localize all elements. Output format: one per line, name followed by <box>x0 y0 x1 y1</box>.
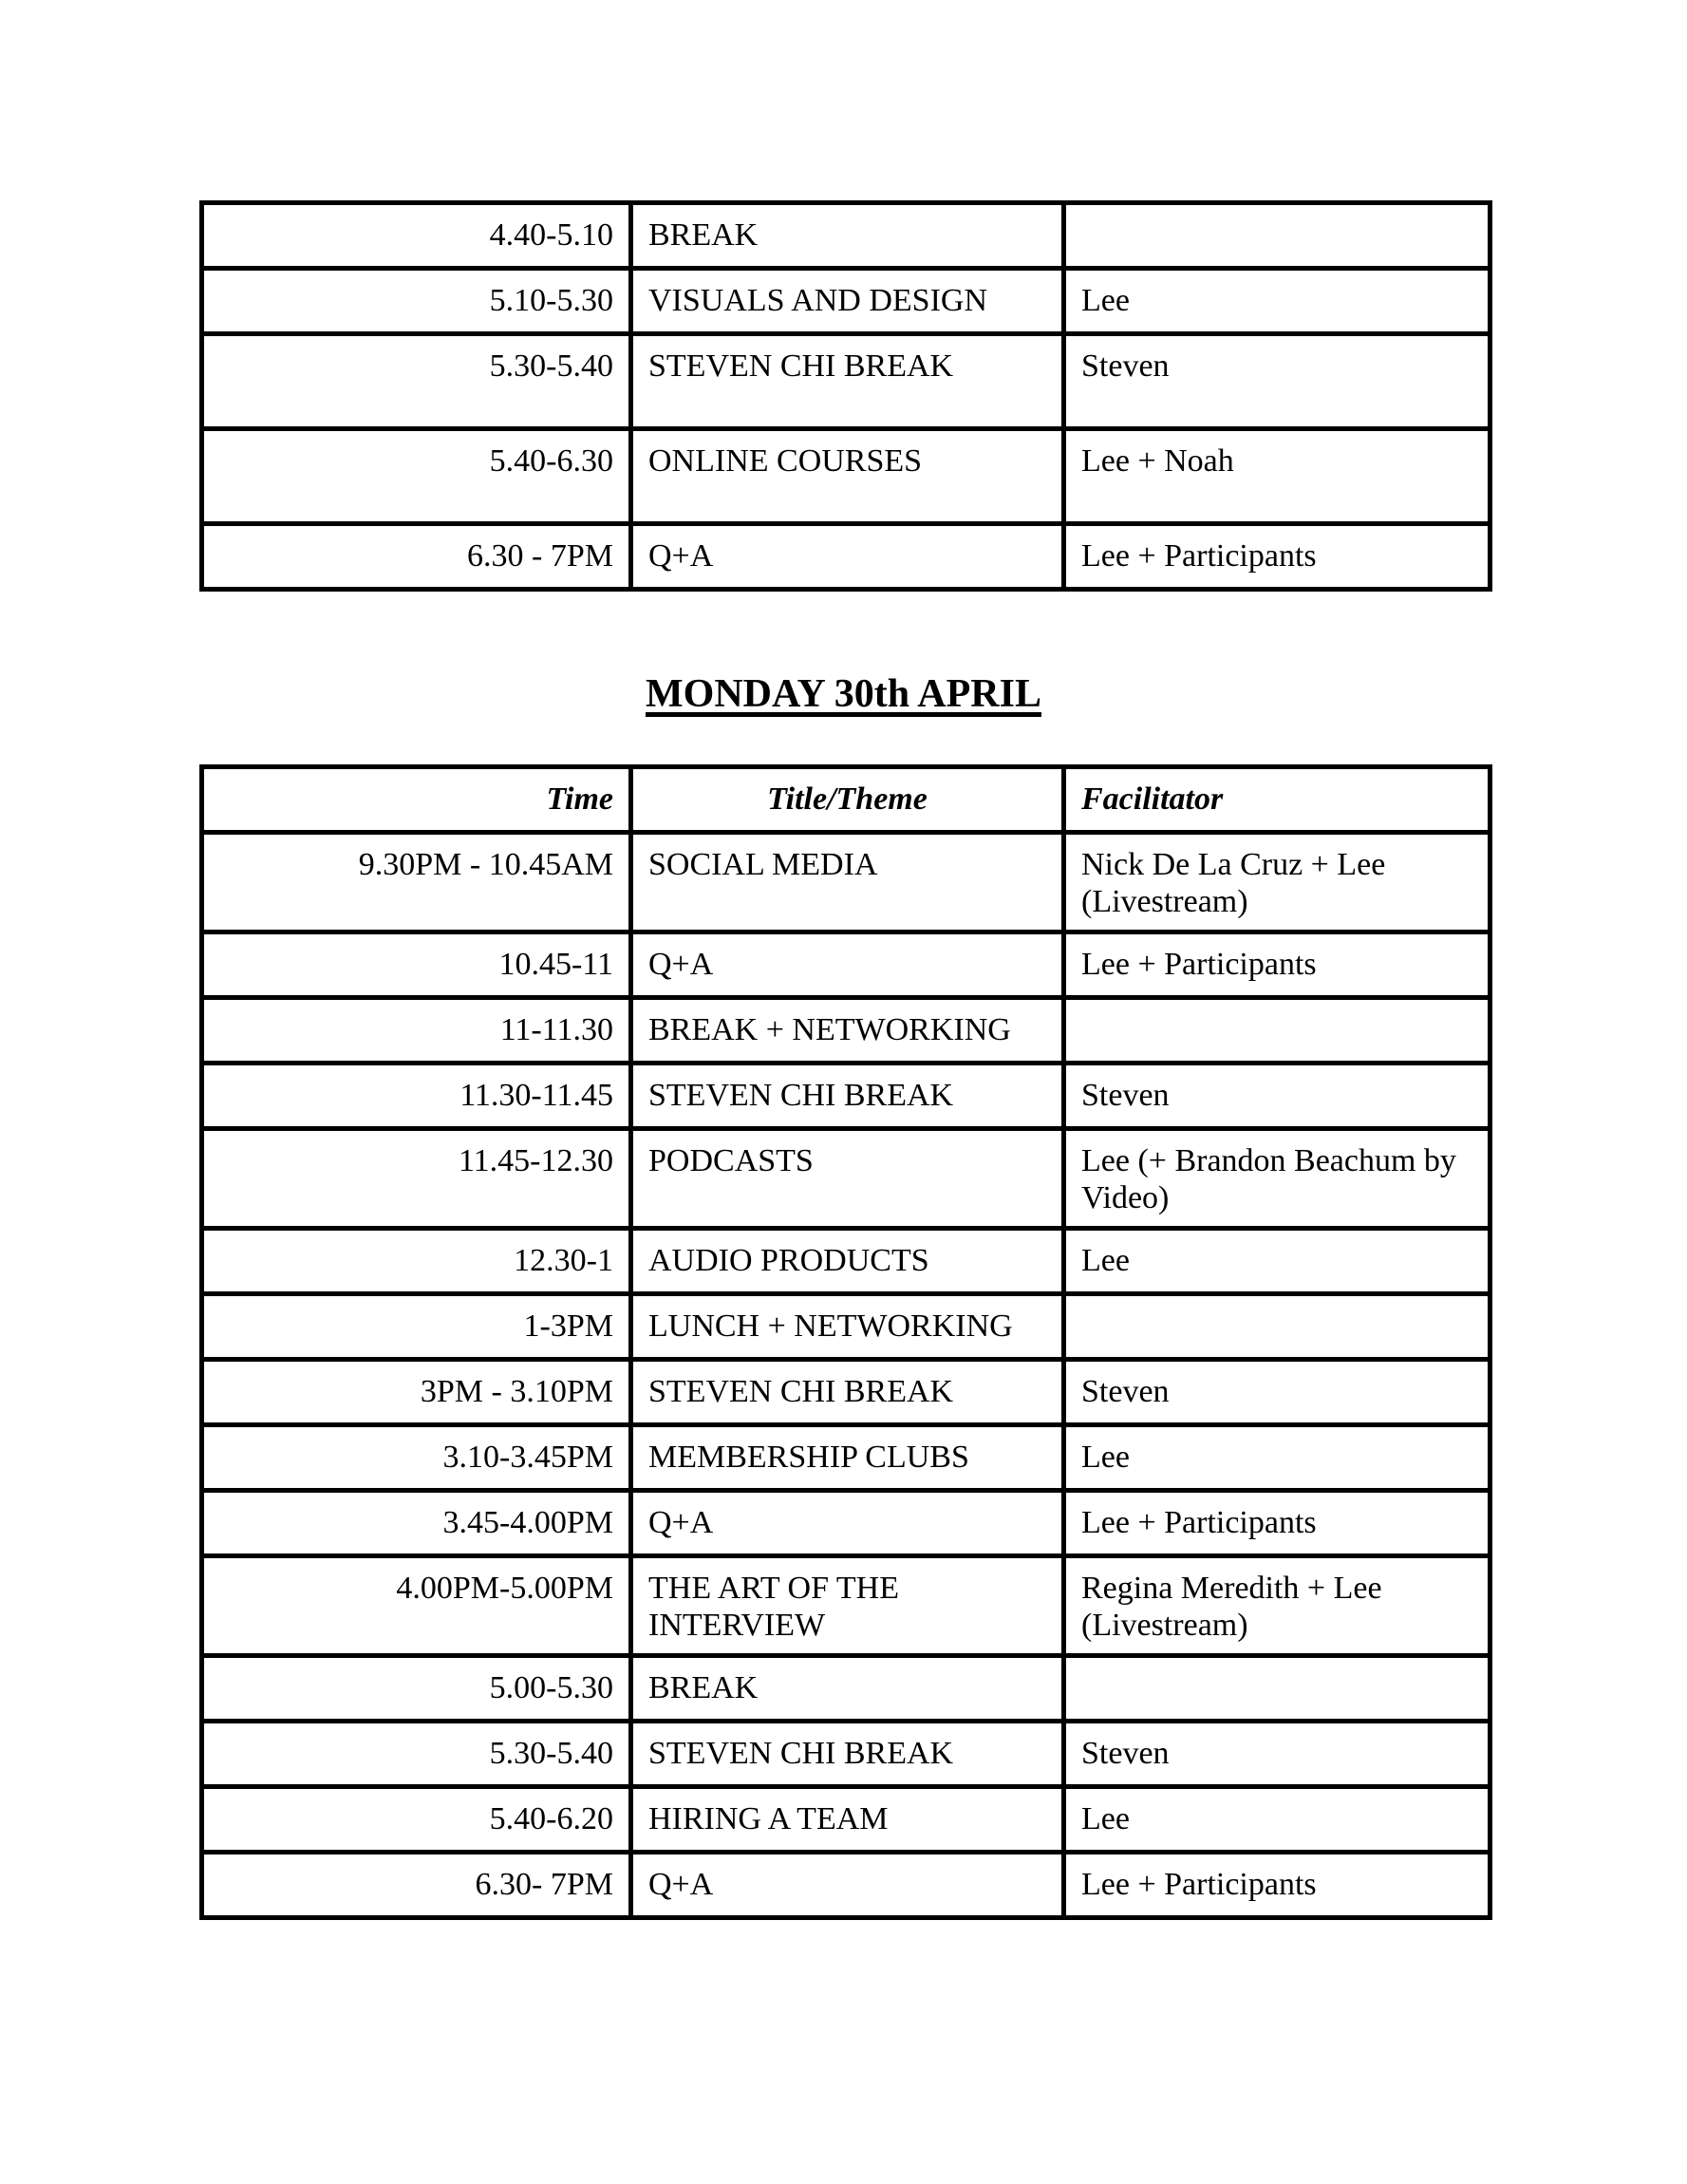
title-cell: ONLINE COURSES <box>631 429 1064 524</box>
schedule-row <box>202 524 1490 590</box>
title-cell: Q+A <box>631 1491 1064 1556</box>
title-cell: MEMBERSHIP CLUBS <box>631 1425 1064 1491</box>
time-cell: 3PM - 3.10PM <box>202 1360 631 1425</box>
title-cell: SOCIAL MEDIA <box>631 833 1064 932</box>
time-cell: 6.30 - 7PM <box>202 524 631 590</box>
time-cell: 3.10-3.45PM <box>202 1425 631 1491</box>
facilitator-cell: Regina Meredith + Lee (Livestream) <box>1064 1556 1490 1656</box>
title-cell: Q+A <box>631 932 1064 998</box>
facilitator-cell: Lee + Participants <box>1064 1491 1490 1556</box>
title-cell: STEVEN CHI BREAK <box>631 1360 1064 1425</box>
facilitator-cell <box>1064 998 1490 1064</box>
title-theme-column-header: Title/Theme <box>631 767 1064 833</box>
facilitator-column-header: Facilitator <box>1064 767 1490 833</box>
time-cell: 11.30-11.45 <box>202 1064 631 1129</box>
schedule-row <box>202 932 1490 998</box>
title-cell: Q+A <box>631 1853 1064 1918</box>
header-row <box>202 767 1490 833</box>
facilitator-cell: Lee + Noah <box>1064 429 1490 524</box>
facilitator-cell: Lee + Participants <box>1064 524 1490 590</box>
title-cell: Q+A <box>631 524 1064 590</box>
time-cell: 1-3PM <box>202 1294 631 1360</box>
schedule-row <box>202 1129 1490 1229</box>
time-cell: 5.30-5.40 <box>202 1722 631 1787</box>
title-cell: VISUALS AND DESIGN <box>631 269 1064 334</box>
schedule-table-monday <box>199 764 1492 1920</box>
facilitator-cell: Lee <box>1064 1229 1490 1294</box>
schedule-row <box>202 269 1490 334</box>
schedule-row <box>202 1491 1490 1556</box>
schedule-row <box>202 1722 1490 1787</box>
schedule-table-continued-body <box>202 203 1490 590</box>
title-cell: HIRING A TEAM <box>631 1787 1064 1853</box>
time-cell: 4.40-5.10 <box>202 203 631 269</box>
time-cell: 12.30-1 <box>202 1229 631 1294</box>
schedule-row <box>202 1294 1490 1360</box>
title-cell: STEVEN CHI BREAK <box>631 1722 1064 1787</box>
facilitator-cell: Lee <box>1064 1425 1490 1491</box>
time-cell: 5.40-6.30 <box>202 429 631 524</box>
title-cell: PODCASTS <box>631 1129 1064 1229</box>
facilitator-cell: Steven <box>1064 1064 1490 1129</box>
facilitator-cell: Lee + Participants <box>1064 1853 1490 1918</box>
time-column-header: Time <box>202 767 631 833</box>
schedule-table-continued <box>199 200 1492 592</box>
time-cell: 5.40-6.20 <box>202 1787 631 1853</box>
facilitator-cell: Lee + Participants <box>1064 932 1490 998</box>
title-cell: STEVEN CHI BREAK <box>631 334 1064 429</box>
facilitator-cell: Steven <box>1064 1722 1490 1787</box>
schedule-row <box>202 429 1490 524</box>
facilitator-cell <box>1064 1656 1490 1722</box>
facilitator-cell: Lee (+ Brandon Beachum by Video) <box>1064 1129 1490 1229</box>
day-heading: MONDAY 30th APRIL <box>646 672 1041 716</box>
title-cell: BREAK <box>631 1656 1064 1722</box>
schedule-row <box>202 1360 1490 1425</box>
facilitator-cell: Lee <box>1064 1787 1490 1853</box>
schedule-row <box>202 1853 1490 1918</box>
schedule-row <box>202 203 1490 269</box>
title-cell: AUDIO PRODUCTS <box>631 1229 1064 1294</box>
facilitator-cell <box>1064 1294 1490 1360</box>
schedule-table-monday-body <box>202 833 1490 1918</box>
time-cell: 6.30- 7PM <box>202 1853 631 1918</box>
title-cell: BREAK + NETWORKING <box>631 998 1064 1064</box>
time-cell: 11-11.30 <box>202 998 631 1064</box>
time-cell: 11.45-12.30 <box>202 1129 631 1229</box>
schedule-row <box>202 1229 1490 1294</box>
facilitator-cell: Nick De La Cruz + Lee (Livestream) <box>1064 833 1490 932</box>
time-cell: 5.10-5.30 <box>202 269 631 334</box>
time-cell: 9.30PM - 10.45AM <box>202 833 631 932</box>
time-cell: 4.00PM-5.00PM <box>202 1556 631 1656</box>
schedule-row <box>202 1656 1490 1722</box>
facilitator-cell <box>1064 203 1490 269</box>
facilitator-cell: Steven <box>1064 1360 1490 1425</box>
schedule-row <box>202 334 1490 429</box>
schedule-row <box>202 1064 1490 1129</box>
title-cell: LUNCH + NETWORKING <box>631 1294 1064 1360</box>
schedule-row <box>202 1556 1490 1656</box>
time-cell: 3.45-4.00PM <box>202 1491 631 1556</box>
title-cell: BREAK <box>631 203 1064 269</box>
title-cell: THE ART OF THE INTERVIEW <box>631 1556 1064 1656</box>
title-cell: STEVEN CHI BREAK <box>631 1064 1064 1129</box>
document-page <box>199 0 1488 1920</box>
schedule-row <box>202 1425 1490 1491</box>
time-cell: 5.30-5.40 <box>202 334 631 429</box>
schedule-row <box>202 1787 1490 1853</box>
facilitator-cell: Lee <box>1064 269 1490 334</box>
schedule-row <box>202 998 1490 1064</box>
schedule-row <box>202 833 1490 932</box>
schedule-table-monday-head <box>202 767 1490 833</box>
facilitator-cell: Steven <box>1064 334 1490 429</box>
time-cell: 5.00-5.30 <box>202 1656 631 1722</box>
time-cell: 10.45-11 <box>202 932 631 998</box>
